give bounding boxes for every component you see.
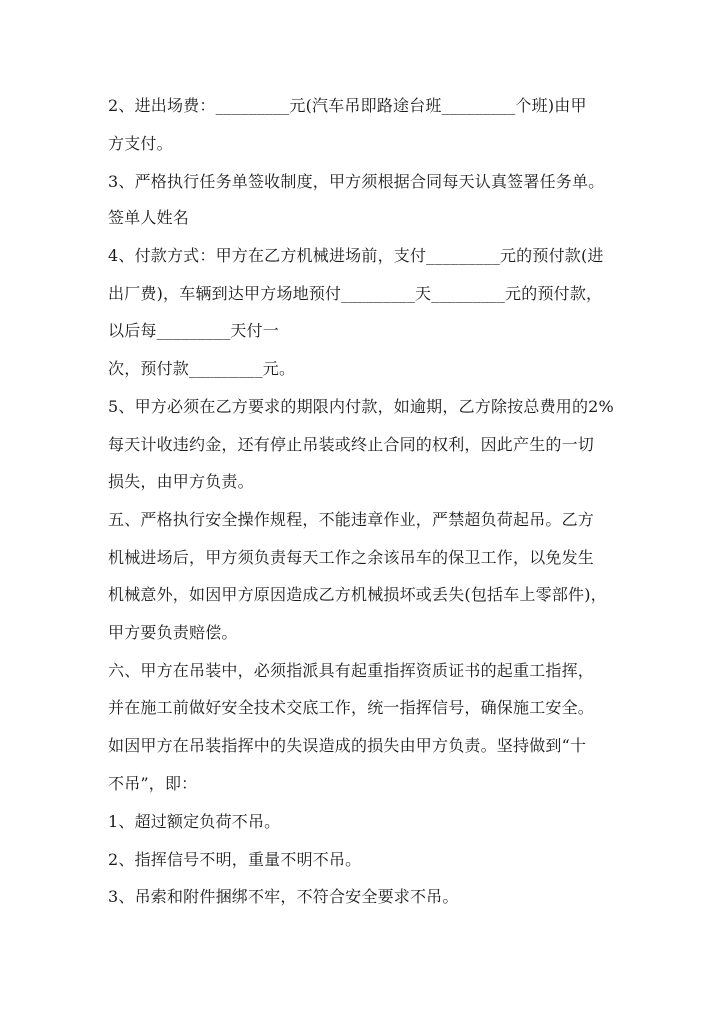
paragraph-line: 5、甲方必须在乙方要求的期限内付款，如逾期，乙方除按总费用的2%: [108, 397, 614, 416]
paragraph-line: 出厂费)，车辆到达甲方场地预付_________天_________元的预付款，: [108, 284, 603, 303]
paragraph-line: 1、超过额定负荷不吊。: [108, 812, 281, 831]
paragraph-line: 方支付。: [108, 134, 173, 153]
paragraph-line: 机械进场后，甲方须负责每天工作之余该吊车的保卫工作，以免发生: [108, 548, 595, 567]
paragraph-line: 以后每_________天付一: [108, 321, 280, 340]
paragraph-line: 3、吊索和附件捆绑不牢，不符合安全要求不吊。: [108, 887, 459, 906]
paragraph-line: 损失，由甲方负责。: [108, 472, 254, 491]
paragraph-line: 2、指挥信号不明，重量不明不吊。: [108, 850, 362, 869]
paragraph-line: 4、付款方式：甲方在乙方机械进场前，支付_________元的预付款(进: [108, 246, 604, 265]
paragraph-line: 六、甲方在吊装中，必须指派具有起重指挥资质证书的起重工指挥，: [108, 661, 595, 680]
paragraph-line: 不吊”，即：: [108, 774, 198, 793]
paragraph-line: 机械意外，如因甲方原因造成乙方机械损坏或丢失(包括车上零部件)，: [108, 585, 607, 604]
paragraph-line: 2、进出场费：_________元(汽车吊即路途台班_________个班)由甲: [108, 96, 587, 115]
paragraph-line: 五、严格执行安全操作规程，不能违章作业，严禁超负荷起吊。乙方: [108, 510, 595, 529]
paragraph-line: 如因甲方在吊装指挥中的失误造成的损失由甲方负责。坚持做到“十: [108, 736, 587, 755]
paragraph-line: 签单人姓名: [108, 208, 190, 227]
paragraph-line: 并在施工前做好安全技术交底工作，统一指挥信号，确保施工安全。: [108, 698, 595, 717]
paragraph-line: 3、严格执行任务单签收制度，甲方须根据合同每天认真签署任务单。: [108, 172, 605, 191]
paragraph-line: 次，预付款_________元。: [108, 359, 296, 378]
paragraph-line: 每天计收违约金，还有停止吊装或终止合同的权利，因此产生的一切: [108, 435, 595, 454]
paragraph-line: 甲方要负责赔偿。: [108, 623, 238, 642]
